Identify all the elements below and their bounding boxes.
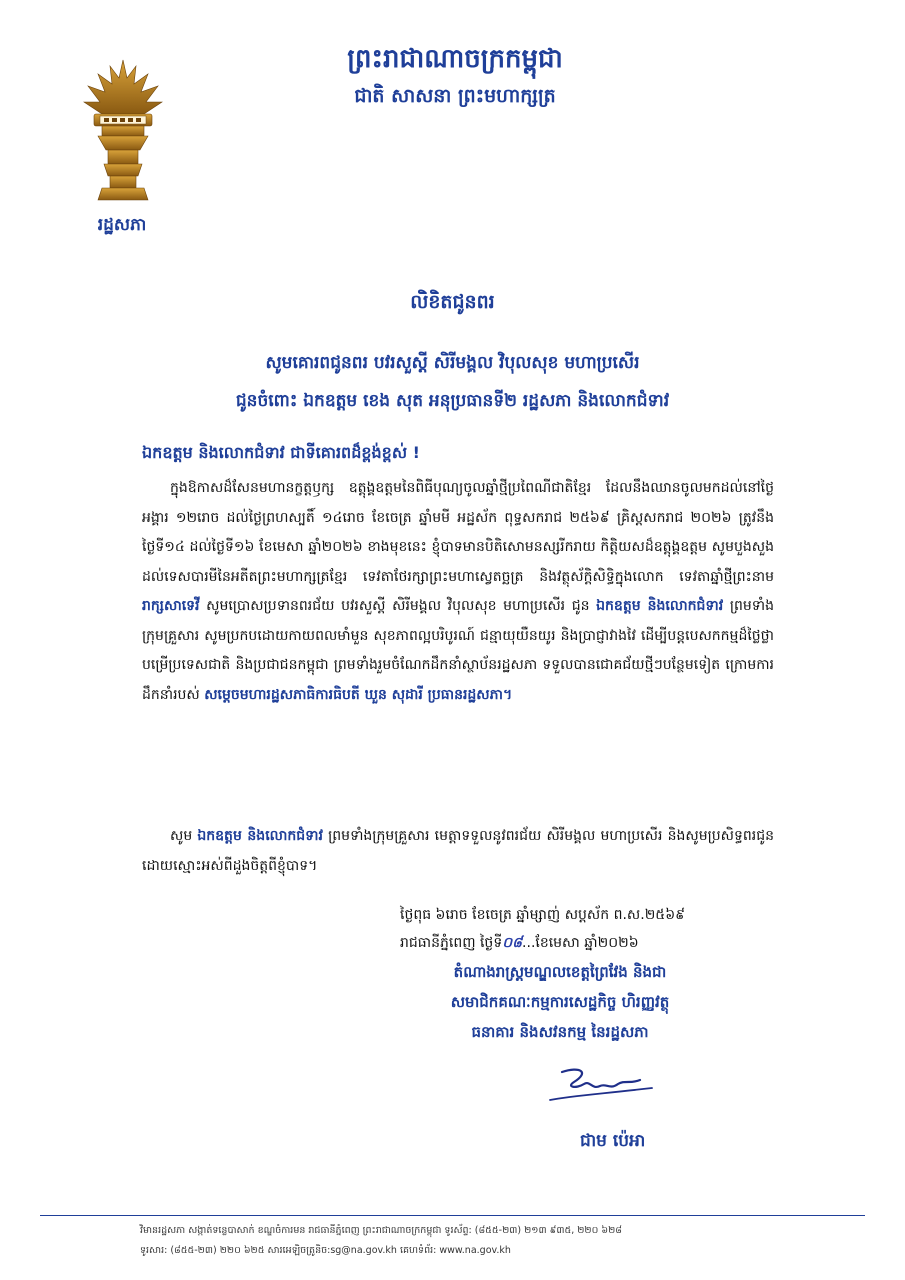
salutation: ឯកឧត្តម និងលោកជំទាវ ជាទីគោរពដ៏ខ្ពង់ខ្ពស់ ! bbox=[142, 443, 420, 462]
kingdom-title: ព្រះរាជាណាចក្រកម្ពុជា bbox=[347, 44, 563, 74]
lunar-date: ថ្ងៃពុធ ៦រោច ខែចេត្រ ឆ្នាំម្សាញ់ សប្តស័ក ព.ស.២៥៦៩ bbox=[400, 907, 686, 923]
p2-text-a: សូម bbox=[170, 828, 193, 844]
p1-text-b: សូមប្រោសប្រទានពរជ័យ បវរសួស្តី សិរីមង្គល វិបុលសុខ មហាប្រសើរ ជូន bbox=[206, 598, 590, 614]
letter-title: លិខិតជូនពរ bbox=[410, 291, 495, 313]
body-paragraph-2 bbox=[142, 822, 774, 881]
footer-divider bbox=[40, 1215, 865, 1216]
p2-text-b: ព្រមទាំងក្រុមគ្រួសារ មេត្តាទទួលនូវពរជ័យ សិរីមង្គល មហាប្រសើរ និងសូមប្រសិទ្ធពរជូនដោយស្មោះអស់ពីដួងចិត្តពីខ្ញុំបាទ។ bbox=[142, 828, 774, 874]
footer-address: វិមានរដ្ឋសភា សង្កាត់ទន្លេបាសាក់ ខណ្ឌចំការមន រាជធានីភ្នំពេញ ព្រះរាជាណាចក្រកម្ពុជា ទូរស័ព្ទ: (៨៥៥-២៣) ២១៣ ៩៣៥, ២២០ ៦២៨ bbox=[140, 1225, 622, 1236]
leader-name: សម្តេចមហារដ្ឋសភាធិការធិបតី ឃួន សុដារី ប្រធានរដ្ឋសភា។ bbox=[204, 686, 513, 703]
place-prefix: រាជធានីភ្នំពេញ ថ្ងៃទី bbox=[400, 935, 503, 951]
recipient-name: ឯកឧត្តម និងលោកជំទាវ bbox=[596, 598, 724, 614]
subject-line-2: ជូនចំពោះ ឯកឧត្តម ខេង សុត អនុប្រធានទី២ រដ្ឋសភា និងលោកជំទាវ bbox=[235, 391, 670, 411]
p1-text-a: ក្នុងឱកាសដ៏សែនមហានក្ខត្តឫក្ស ឧត្តុង្គឧត្តមនៃពិធីបុណ្យចូលឆ្នាំថ្មីប្រពៃណីជាតិខ្មែរ ដែលនឹងឈានចូលមកដល់នៅថ្ងៃអង្គារ ១២រោច ដល់ថ្ងៃព្រហស្បតិ៍ ១៤រោច ខែចេត្រ ឆ្នាំមមី អដ្ឋស័ក ពុទ្ធសករាជ ២៥៦៩ គ្រិស្តសករាជ ២០២៦ ត្រូវនឹងថ្ងៃទី១៤ ដល់ថ្ងៃទី១៦ ខែមេសា ឆ្នាំ២០២៦ ខាងមុខនេះ ខ្ញុំបាទមានបិតិសោមនស្សរីករាយ កិត្តិយសដ៏ឧត្តុង្គឧត្តម សូមបួងសួងដល់ទេសបារមីនៃអតីតព្រះមហាក្សត្រខ្មែរ ទេវតាថែរក្សាព្រះមហាស្វេតច្ឆត្រ និងវត្ថុស័ក្តិសិទ្ធិក្នុងលោក ទេវតាឆ្នាំថ្មីព្រះនាម bbox=[142, 480, 774, 585]
signature-icon bbox=[540, 1062, 660, 1112]
place-suffix: ...ខែមេសា ឆ្នាំ២០២៦ bbox=[522, 935, 639, 951]
institution-name: រដ្ឋសភា bbox=[97, 215, 147, 235]
national-motto: ជាតិ សាសនា ព្រះមហាក្សត្រ bbox=[354, 85, 556, 107]
deity-name: រាក្សសាទេវី bbox=[142, 598, 200, 614]
signatory-title-2: សមាជិកគណៈកម្មការសេដ្ឋកិច្ច ហិរញ្ញវត្ថុ bbox=[450, 993, 670, 1011]
signatory-title-3: ធនាគារ និងសវនកម្ម នៃរដ្ឋសភា bbox=[471, 1023, 649, 1041]
p1-text-c: ព្រមទាំងក្រុមគ្រួសារ សូមប្រកបដោយកាយពលមាំមួន សុខភាពល្អបរិបូរណ៍ ជន្មាយុយឺនយូរ និងប្រាជ្ញាវាងវៃ ដើម្បីបន្តបេសកកម្មដ៏ថ្លៃថ្លា បម្រើប្រទេសជាតិ និងប្រជាជនកម្ពុជា ព្រមទាំងរួមចំណែកដឹកនាំស្ថាប័នរដ្ឋសភា ទទួលបានជោគជ័យថ្មីៗបន្ថែមទៀត ក្រោមការដឹកនាំរបស់ bbox=[142, 598, 774, 703]
body-paragraph-1 bbox=[142, 474, 774, 710]
signatory-title-1: តំណាងរាស្ត្រមណ្ឌលខេត្តព្រៃវែង និងជា bbox=[453, 963, 667, 981]
subject-line-1: សូមគោរពជូនពរ បវរសួស្តី សិរីមង្គល វិបុលសុខ មហាប្រសើរ bbox=[265, 353, 640, 373]
handwritten-day: ០៨ bbox=[502, 935, 523, 951]
footer-contact: ទូរសារ: (៨៥៥-២៣) ២២០ ៦២៥ សារអេឡិចត្រូនិច:sg@na.gov.kh គេហទំព័រ: www.na.gov.kh bbox=[140, 1245, 511, 1256]
national-assembly-emblem-icon bbox=[78, 58, 168, 208]
recipient-name-2: ឯកឧត្តម និងលោកជំទាវ bbox=[197, 828, 323, 844]
signer-name: ជាម ប៉េអា bbox=[580, 1131, 646, 1151]
place-date bbox=[400, 933, 772, 954]
